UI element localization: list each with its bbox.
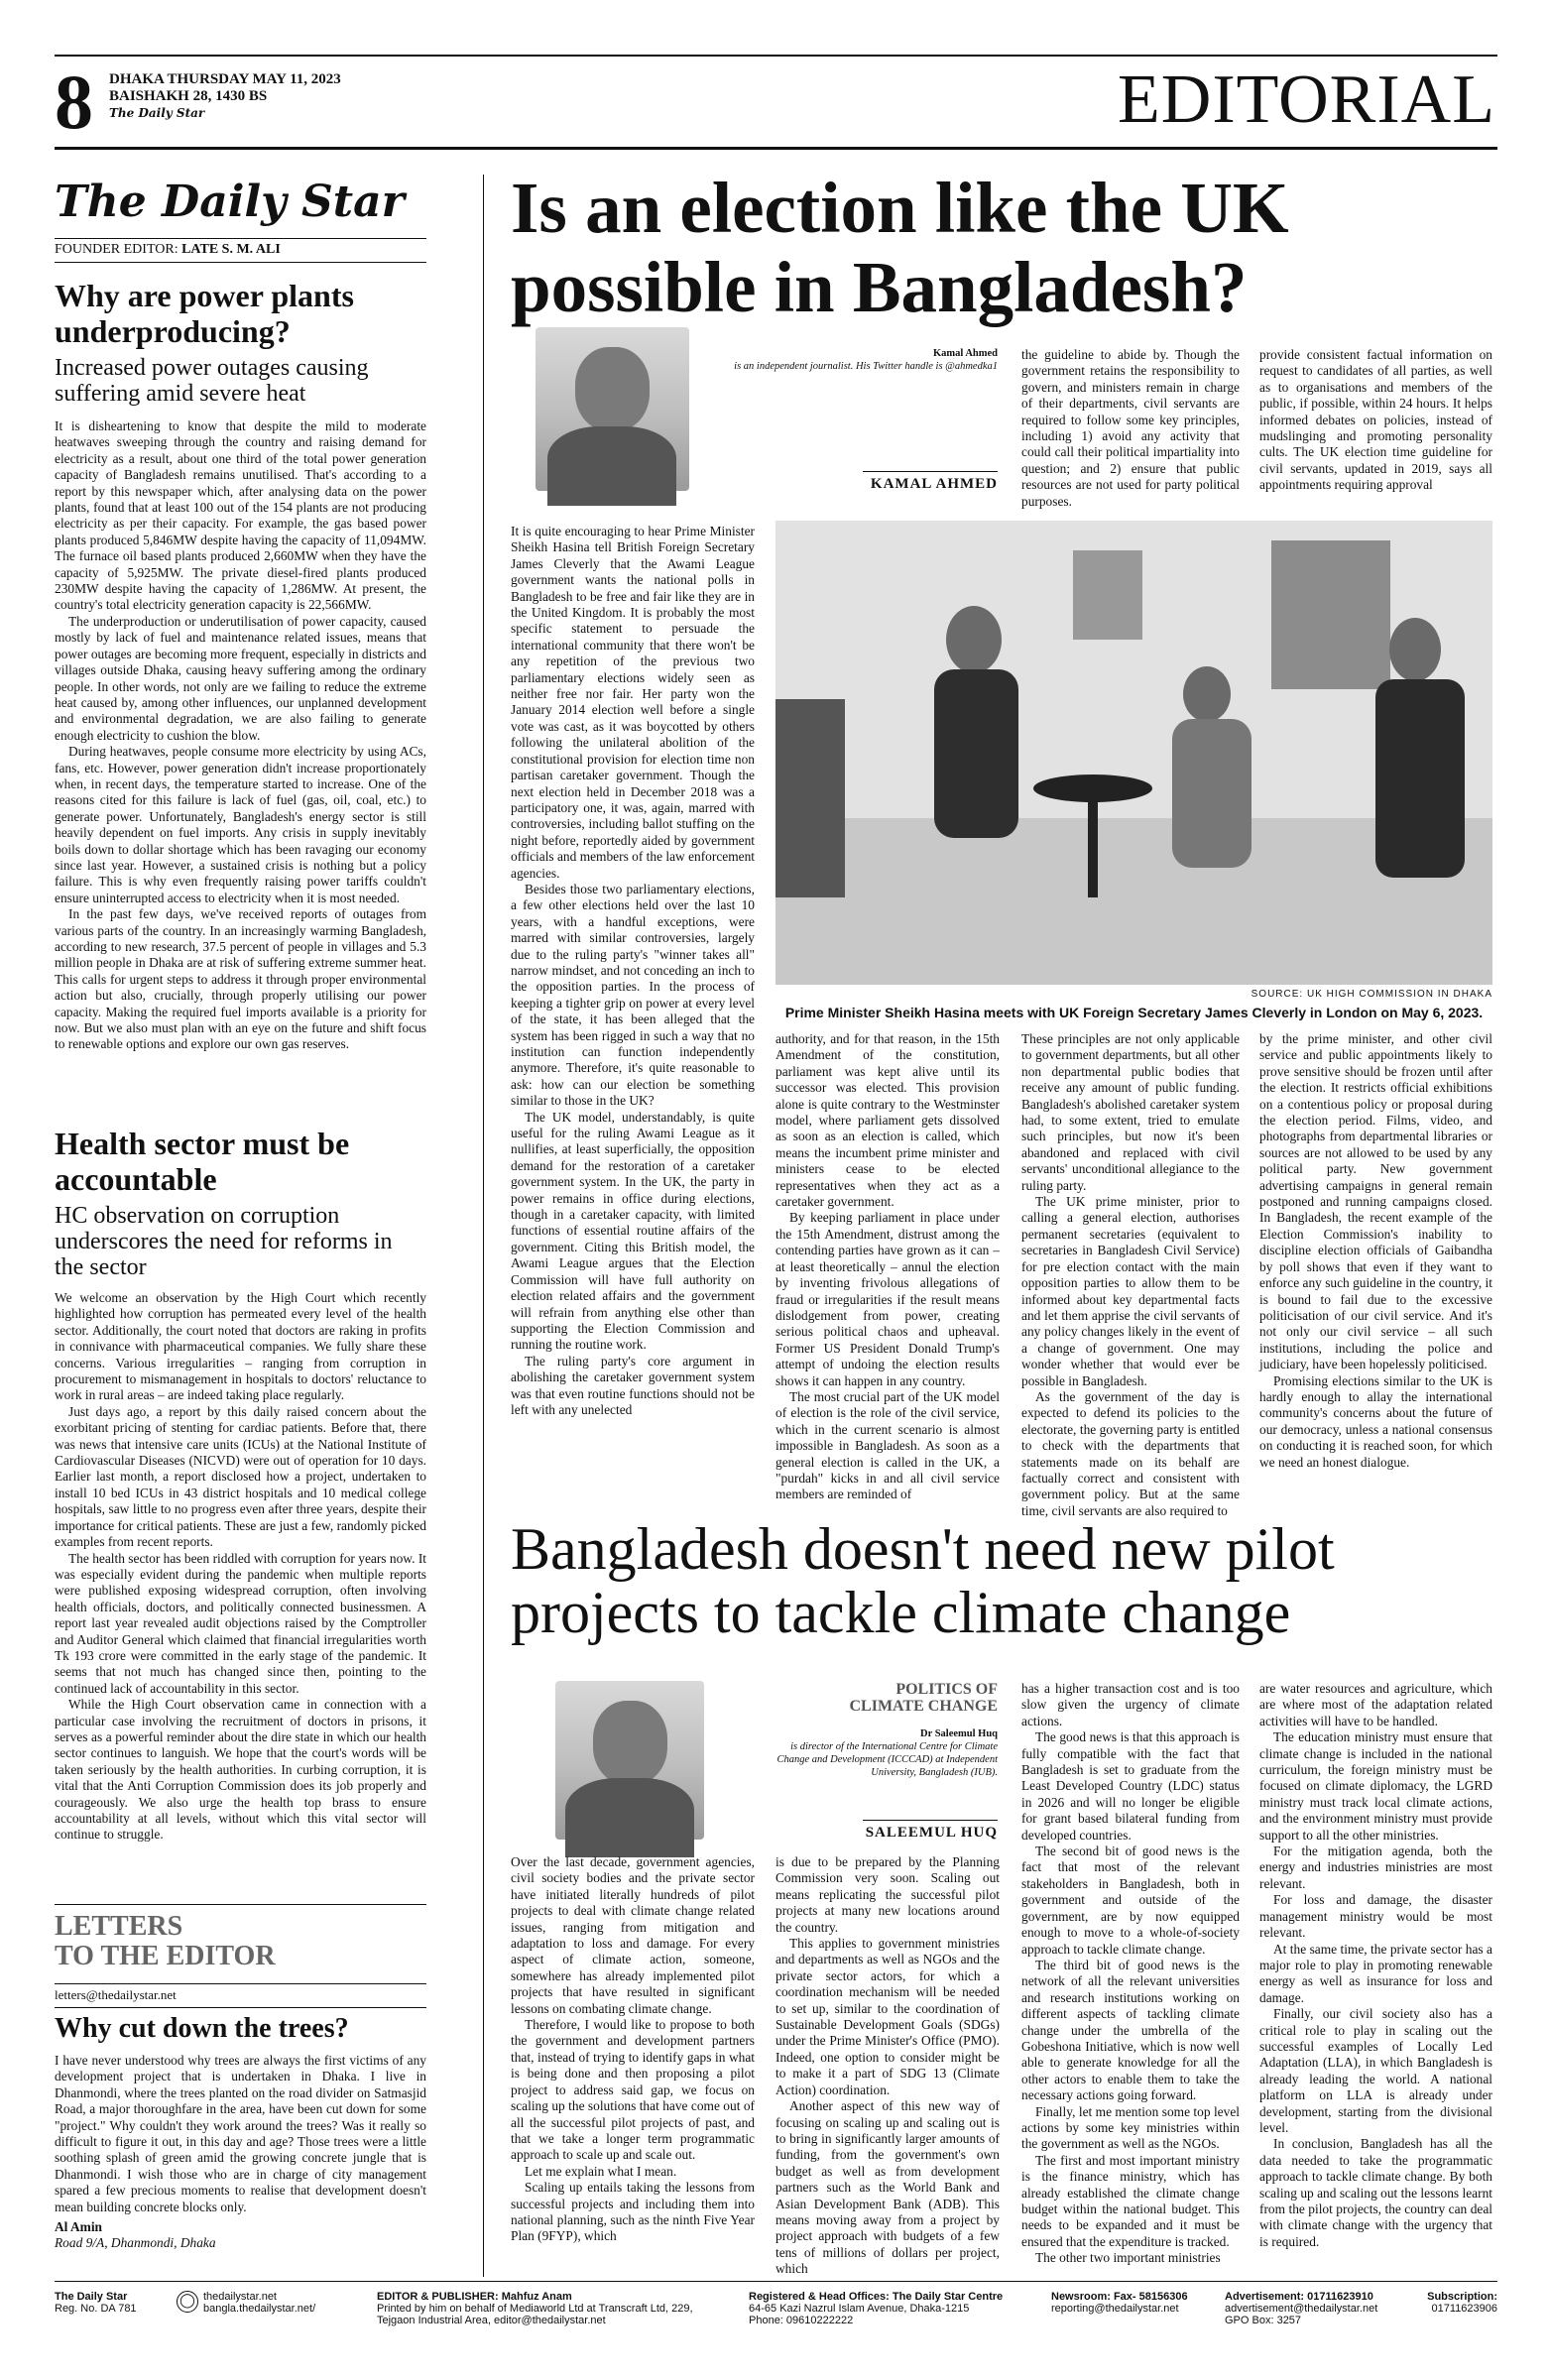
footer-office-title: Registered & Head Offices: The Daily Star Centre [749, 2291, 1004, 2303]
footer-subscription-phone: 01711623906 [1431, 2303, 1497, 2315]
paragraph: is due to be prepared by the Planning Commission very soon. Scaling out means replicating the successful pilot projects at many new locations around the country. [775, 1854, 1000, 1935]
letter-title: Why cut down the trees? [55, 2013, 349, 2044]
climate-column-label-line2: CLIMATE CHANGE [849, 1698, 998, 1715]
bangla-date: BAISHAKH 28, 1430 BS [109, 88, 268, 104]
paragraph: As the government of the day is expected to defend its policies to the electorate, the governing party is entitled to check with the departments that statements made on its behalf are factually correct and consistent with government policy. But at the same time, civil servants are also required to [1021, 1388, 1240, 1518]
editorial-power-subtitle: Increased power outages causing suffering amid severe heat [55, 355, 369, 407]
letters-rule [55, 1904, 426, 1905]
paragraph: It is disheartening to know that despite the mild to moderate heatwaves sweeping through the country and raising demand for electricity as a result, about one third of the total power generation capacity of Bangladesh remains unutilised. That's according to a report by this newspaper which, after analysing data on the power plants, found that at least 100 out of the 154 plants are not producing electricity as per their capacity. For example, the gas based power plants produced 5,846MW despite having the capacity of 11,094MW. The furnace oil based plants produced 2,660MW when they have the capacity of 5,925MW. The private diesel-fired plants produced 230MW despite having the capacity of 1,286MW. At present, the country's total electricity generation capacity is 22,566MW. [55, 418, 426, 613]
letters-heading-line1: LETTERS [55, 1911, 183, 1942]
paragraph: The good news is that this approach is fully compatible with the fact that Bangladesh is set to graduate from the Least Developed Country (LDC) status in 2026 and will no longer be eligible for grant based bilateral funding from developed countries. [1021, 1729, 1240, 1843]
footer-newsroom-email[interactable]: reporting@thedailystar.net [1051, 2303, 1179, 2315]
saleemul-short-name: Dr Saleemul Huq [920, 1728, 998, 1739]
paragraph: The ruling party's core argument in abolishing the caretaker government system was that even routine functions should not be left with any unelected [511, 1353, 755, 1417]
footer-newsroom-fax: Newsroom: Fax- 58156306 [1051, 2291, 1188, 2303]
paragraph: In the past few days, we've received reports of outages from various parts of the country. In an increasingly warming Bangladesh, according to new research, 37.5 percent of people in villages and 5.3 million people in Dhaka are at risk of suffering extreme summer heat. This calls for urgent steps to address it through proper environmental action but also, crucially, through properly utilising our power capacity. Making the required fuel imports available is a priority for now. But we also must plan with an eye on the future and shift focus to renewable options and explore our own gas reserves. [55, 906, 426, 1052]
climate-col3 [1021, 1681, 1240, 2266]
saleemul-byline [774, 1727, 998, 1779]
footer-website[interactable]: thedailystar.net [203, 2291, 277, 2303]
kamal-name-rule [863, 471, 998, 472]
kamal-description: is an independent journalist. His Twitter handle is @ahmedka1 [734, 361, 998, 372]
small-logo: The Daily Star [109, 106, 205, 120]
paragraph: Besides those two parliamentary elections, a few other elections held over the last 10 years, with a handful exceptions, were marred with similar controversies, largely due to the ruling party's "winner takes all" narrow mindset, and not conceding an inch to the opposition parties. In the process of keeping a tighter grip on power at every level of the state, it has been alleged that the system has been rigged in such a way that no institution can function independently anymore. Therefore, it's quite reasonable to ask: how can our election be something similar to those in the UK? [511, 881, 755, 1109]
footer-rule [55, 2281, 1497, 2282]
climate-col2 [775, 1854, 1000, 2277]
footer-advertisement [1225, 2291, 1403, 2326]
kamal-short-name: Kamal Ahmed [932, 348, 998, 359]
saleemul-name-rule [863, 1820, 998, 1821]
footer-editor-name: EDITOR & PUBLISHER: Mahfuz Anam [377, 2291, 572, 2303]
paragraph: has a higher transaction cost and is too slow given the urgency of climate actions. [1021, 1681, 1240, 1728]
footer-paper-name: The Daily Star [55, 2291, 128, 2303]
paragraph: The first and most important ministry is the finance ministry, which has already established the climate change budget within the national budget. This needs to be expanded and it must be ensured that the expenditure is tracked. [1021, 2152, 1240, 2249]
meeting-photo [775, 521, 1492, 985]
founder-label: FOUNDER EDITOR: [55, 242, 179, 257]
photo-source: SOURCE: UK HIGH COMMISSION IN DHAKA [1251, 989, 1492, 1000]
author-shoulders [547, 426, 676, 506]
letter-body: I have never understood why trees are always the first victims of any development project that is undertaken in Dhaka. I live in Dhanmondi, where the trees planted on the road divider on Satmasjid Road, a major thoroughfare in the area, have been cut down for some "project." Why couldn't they work around the trees? Was it really so difficult to figure it out, in this day and age? Those trees were a little soothing splash of green amid the growing concrete jungle that is Dhanmondi. I wish those who are in charge of city management spared a few precious moments to realise that development doesn't mean building concrete blocks only. [55, 2053, 426, 2214]
paragraph: The third bit of good news is the network of all the relevant universities and research institutions working on different aspects of tackling climate change under the umbrella of the Gobeshona Initiative, which is now well able to generate knowledge for all the other actors to enable them to take the necessary actions going forward. [1021, 1957, 1240, 2103]
paragraph: This applies to government ministries and departments as well as NGOs and the private sector actors, for which a coordination mechanism will be needed to set up, similar to the coordination of Sustainable Development Goals (SDGs) under the Prime Minister's Office (PMO). Indeed, one option to consider might be to make it a part of SDG 13 (Climate Action) coordination. [775, 1936, 1000, 2097]
kamal-byline [724, 347, 998, 373]
top-rule [55, 55, 1497, 57]
editorial-health-subtitle: HC observation on corruption underscores the need for reforms in the sector [55, 1203, 393, 1280]
climate-column-label-line1: POLITICS OF [895, 1681, 998, 1698]
footer-editor [377, 2291, 744, 2326]
letter-author: Al Amin [55, 2219, 102, 2235]
letter-item [55, 2013, 426, 2251]
meeting-illustration [775, 521, 1492, 985]
paragraph: We welcome an observation by the High Court which recently highlighted how corruption has permeated every level of the health sector. Additionally, the court noted that doctors are raking in profits in connivance with pharmaceutical companies. We fully share these concerns. Various irregularities – ranging from corruption in procurement to mismanagement in hospitals to doctors' reluctance to work in rural areas – are indeed taking place regularly. [55, 1290, 426, 1403]
paragraph: The UK model, understandably, is quite useful for the ruling Awami League as it nullifies, at least superficially, the opposition demand for the restoration of a caretaker government system. In the UK, the party in power remains in office during elections, though in a caretaker capacity, with limited functions of essential routine affairs of the government. Citing this British model, the Awami League argues that the Election Commission will have full authority on election related affairs and the government will refrain from anything else other than supporting the Election Commission and running the routine work. [511, 1109, 755, 1353]
masthead-logo: The Daily Star [55, 177, 405, 227]
footer-reg [55, 2291, 169, 2315]
footer-subscription-label: Subscription: [1427, 2291, 1497, 2303]
date-block [109, 71, 341, 122]
founder-line [55, 242, 281, 258]
main-article-title: Is an election like the UK possible in Bangladesh? [511, 168, 1289, 327]
author-head [575, 347, 650, 431]
founder-name: LATE S. M. ALI [181, 242, 281, 257]
editorial-health [55, 1126, 426, 1844]
main-top-col2: provide consistent factual information on request to candidates of all parties, as well as to organisations and members of the public, if possible, within 24 hours. It helps informed debates on policies, instead of mudslinging and promoting personality cults. The UK election time guideline for civil servants, updated in 2019, says all appointments requiring approval [1259, 347, 1492, 493]
paragraph: Finally, let me mention some top level actions by some key ministries within the government as well as the NGOs. [1021, 2103, 1240, 2152]
globe-icon: ◯ [177, 2291, 198, 2313]
paragraph: authority, and for that reason, in the 15th Amendment of the constitution, parliament was kept alive until its successor was elected. This provision alone is quite contrary to the Westminster model, where parliament gets dissolved as soon as an election is called, which means the incumbent prime minister and ministers cease to be elected representatives when they act as a caretaker government. [775, 1031, 1000, 1210]
author-head [593, 1701, 667, 1785]
paragraph: Over the last decade, government agencies, civil society bodies and the private sector have initiated literally hundreds of pilot projects to deal with climate change related issues, ranging from mitigation and adaptation to loss and damage. For every aspect of climate action, someone, somewhere has already implemented pilot projects that have resulted in significant lessons on combating climate change. [511, 1854, 755, 2016]
paragraph: The other two important ministries [1035, 2250, 1221, 2266]
column-divider [483, 175, 484, 2277]
paragraph: Scaling up entails taking the lessons from successful projects and including them into national planning, such as the ninth Five Year Plan (9FYP), which [511, 2180, 755, 2244]
footer-editor-address: Tejgaon Industrial Area, editor@thedailystar.net [377, 2315, 606, 2326]
paragraph: The most crucial part of the UK model of election is the role of the civil service, which in the current scenario is almost impossible in Bangladesh. As soon as a general election is called in the UK, a "purdah" kicks in and all civil service members are reminded of [775, 1388, 1000, 1502]
paragraph: During heatwaves, people consume more electricity by using ACs, fans, etc. However, power generation didn't increase proportionately when, in recent days, the temperature started to increase. One of the reasons cited for this failure is lack of fuel (gas, oil, coal, etc.) to generate power. Unfortunately, Bangladesh's energy sector is still heavily dependent on fuel imports. Any crisis in supply inevitably boils down to dollar shortage which has been ravaging our economy since last year. However, a sustained crisis is nothing but a policy failure. This is why even frequently raising power tariffs couldn't ensure uninterrupted access to electricity when it is most needed. [55, 744, 426, 905]
paragraph: Therefore, I would like to propose to both the government and development partners that, instead of trying to identify gaps in what is being done and then proposing a pilot project to address said gap, we focus on scaling up the solutions that have come out of all the successful pilot projects of past, and that we take a longer term programmatic approach to scale up and scale out. [511, 2017, 755, 2163]
paragraph: By keeping parliament in place under the 15th Amendment, distrust among the contending parties have grown as it can – at least theoretically – annul the election by inventing frivolous allegations of fraud or irregularities if the result means dislodgement from power, creating serious political chaos and upheaval. Former US President Donald Trump's attempt of undoing the election results shows it can happen in any country. [775, 1210, 1000, 1388]
paragraph: are water resources and agriculture, which are where most of the adaptation related activities will have to be handled. [1259, 1681, 1492, 1728]
date-line: DHAKA THURSDAY MAY 11, 2023 [109, 71, 341, 87]
paragraph: The UK prime minister, prior to calling a general election, authorises permanent secretaries (equivalent to secretaries in Bangladesh Civil Service) for pre election contact with the main opposition parties to allow them to be informed about key departmental facts and let them apprise the civil servants of any policy changes likely in the event of a change of government. One may wonder whether that would ever be possible in Bangladesh. [1021, 1194, 1240, 1388]
saleemul-author-name: SALEEMUL HUQ [865, 1825, 998, 1841]
letters-email-rule [55, 1983, 426, 1984]
founder-rule [55, 238, 426, 239]
footer-newsroom [1051, 2291, 1220, 2315]
editorial-health-title: Health sector must be accountable [55, 1126, 350, 1197]
paragraph: Another aspect of this new way of focusing on scaling up and scaling out is to bring in significantly larger amounts of funding, from the government's own budget as well as from development partners such as the World Bank and Asian Development Bank (ADB). This means moving away from a project by project approach with budgets of a few tens of millions of dollars per project, which [775, 2098, 1000, 2277]
letters-heading-line2: TO THE EDITOR [55, 1941, 276, 1971]
climate-column-label [774, 1681, 998, 1715]
footer-ad-phone: Advertisement: 01711623910 [1225, 2291, 1373, 2303]
editorial-power [55, 278, 426, 1053]
letters-heading [55, 1912, 276, 1971]
page-number: 8 [55, 59, 93, 145]
paragraph: The education ministry must ensure that climate change is included in the national curriculum, the foreign ministry must be focused on climate diplomacy, the LGRD ministry must track local climate actions, and the environment ministry must provide support to all the other ministries. [1259, 1729, 1492, 1843]
author-shoulders [565, 1778, 694, 1857]
paragraph: Just days ago, a report by this daily raised concern about the exorbitant pricing of stenting for cardiac patients. Before that, there was news that intensive care units (ICUs) at the National Institute of Cardiovascular Diseases (NICVD) were out of operation for 10 days. Earlier last month, a report disclosed how a project, undertaken to install 10 bed ICUs in 43 district hospitals and 10 medical college hospitals, saw little to no progress even after three years, despite their importance for critical patients. These are just a few, randomly picked examples from recent reports. [55, 1403, 426, 1550]
climate-article-title: Bangladesh doesn't need new pilot projects to tackle climate change [511, 1516, 1335, 1645]
kamal-author-name: KAMAL AHMED [870, 476, 998, 492]
paragraph: At the same time, the private sector has a major role to play in promoting renewable energy as well as insurance for loss and damage. [1259, 1941, 1492, 2005]
paragraph: The second bit of good news is the fact that most of the relevant stakeholders in Bangladesh, both in government and outside of the government, are by now equipped enough to move to a whole-of-society approach to tackle climate change. [1021, 1844, 1240, 1957]
photo-caption: Prime Minister Sheikh Hasina meets with UK Foreign Secretary James Cleverly in London on May 6, 2023. [784, 1005, 1484, 1020]
footer-offices [749, 2291, 1046, 2326]
paragraph: These principles are not only applicable to government departments, but all other non departmental public bodies that receive any amount of public funding. Bangladesh's abolished caretaker system had, to some extent, tried to emulate such principles, but now it's been abandoned and replaced with civil servants' unconditional allegiance to the ruling party. [1021, 1031, 1240, 1193]
footer-printed-by: Printed by him on behalf of Mediaworld Ltd at Transcraft Ltd, 229, [377, 2303, 693, 2315]
author-photo-saleemul [555, 1681, 704, 1840]
footer-office-phone: Phone: 09610222222 [749, 2315, 854, 2326]
footer-web [203, 2291, 362, 2315]
letters-email[interactable]: letters@thedailystar.net [55, 1987, 177, 2002]
paragraph: Promising elections similar to the UK is hardly enough to allay the international community's concerns about the future of our democracy, unless a national consensus on conducting it is reached soon, for which we need an honest dialogue. [1259, 1372, 1492, 1470]
footer-gpo: GPO Box: 3257 [1225, 2315, 1302, 2326]
letters-email-rule-bottom [55, 2007, 426, 2008]
paragraph: by the prime minister, and other civil service and public appointments likely to prove sensitive should be frozen until after the election. It restricts official exhibitions on a contentious policy or proposal during the election period. Films, video, and photographs from departmental libraries or sources are not allowed to be used by any political party. New government advertising campaigns in general remain postponed and running campaigns closed. In Bangladesh, the recent example of the Election Commission's inability to discipline election officials of Gaibandha by poll shows that even if they want to enforce any such guideline in the country, it is bound to fail due to the excessive politicisation of our civil service. And it's not only our civil service – all such institutions, including the police and judiciary, have been hopelessly politicised. [1259, 1031, 1492, 1372]
footer-reg-no: Reg. No. DA 781 [55, 2303, 137, 2315]
section-title: EDITORIAL [1118, 61, 1495, 138]
header-rule [55, 147, 1497, 150]
footer-subscription [1408, 2291, 1497, 2315]
paragraph: For the mitigation agenda, both the energy and industries ministries are most relevant. [1259, 1844, 1492, 1891]
footer-ad-email[interactable]: advertisement@thedailystar.net [1225, 2303, 1378, 2315]
letter-address: Road 9/A, Dhanmondi, Dhaka [55, 2235, 216, 2251]
paragraph: It is quite encouraging to hear Prime Minister Sheikh Hasina tell British Foreign Secretary James Cleverly that the Awami League government wants the national polls in Bangladesh to be free and fair like they are in the United Kingdom. It is probably the most specific statement to persuade the international community that there won't be any repetition of the previous two parliamentary elections widely seen as neither free nor fair. Her party won the January 2014 election well before a single vote was cast, as it was boycotted by others following the unilateral abolition of the constitutional provision for election time non partisan caretaker government. Though the next election held in December 2018 was a participatory one, it was, again, marred with controversies, including ballot stuffing on the night before, reportedly aided by government officials and members of the law enforcement agencies. [511, 524, 755, 881]
paragraph: Let me explain what I mean. [525, 2163, 677, 2179]
footer-office-address: 64-65 Kazi Nazrul Islam Avenue, Dhaka-1215 [749, 2303, 970, 2315]
founder-rule-bottom [55, 262, 426, 263]
main-top-col1: the guideline to abide by. Though the government retains the responsibility to govern, and ministers remain in charge of their departments, civil servants are required to follow some key principles, including 1) avoid any activity that could call their political impartiality into question; and 2) ensure that public resources are not used for party political purposes. [1021, 347, 1240, 509]
author-photo-kamal [536, 327, 689, 491]
climate-col4 [1259, 1681, 1492, 2256]
editorial-power-body [55, 418, 426, 1053]
paragraph: For loss and damage, the disaster management ministry would be most relevant. [1259, 1892, 1492, 1941]
editorial-health-body [55, 1290, 426, 1844]
paragraph: The health sector has been riddled with corruption for years now. It was especially evident during the pandemic when multiple reports were published exposing widespread corruption, often involving health officials, doctors, and politically connected businessmen. A report last year revealed audit objections raised by the Comptroller and Auditor General which claimed that financial irregularities worth Tk 193 crore were committed in the early stage of the pandemic. It seems that not much has changed since then, pointing to the continued lack of accountability in this sector. [55, 1550, 426, 1696]
climate-col1 [511, 1854, 755, 2256]
paragraph: While the High Court observation came in connection with a particular case involving the recruitment of doctors in prisons, it serves as a powerful reminder about the dire state in which our health sector continues to languish. We hope that the court's words will be taken seriously by the health authorities. In curbing corruption, it is vital that the Anti Corruption Commission does its job properly and courageously. We also urge the health top brass to ensure accountability at all levels, without which this vital sector will continue to struggle. [55, 1697, 426, 1843]
paragraph: Finally, our civil society also has a critical role to play in scaling out the successful examples of Locally Led Adaptation (LLA), in which Bangladesh is already leading the world. A national platform on LLA is already under development, starting from the divisional level. [1259, 2006, 1492, 2135]
paragraph: The underproduction or underutilisation of power capacity, caused mostly by lack of fuel and maintenance related issues, means that power outages are becoming more frequent, especially in districts and villages outside Dhaka, causing heavy suffering among the ordinary people. In other words, not only are we failing to reduce the extreme heat caused by, among other influences, our unplanned development and environmental degradation, we are also failing to generate enough electricity to cushion the blow. [55, 613, 426, 743]
saleemul-description: is director of the International Centre for Climate Change and Development (ICCCAD) at Independent University, Bangladesh (IUB). [776, 1741, 998, 1778]
editorial-power-title: Why are power plants underproducing? [55, 278, 354, 349]
paragraph: In conclusion, Bangladesh has all the data needed to take the programmatic approach to tackle climate change. By both scaling up and scaling out the lessons learnt from the pilot projects, the country can deal with climate change with the urgency that is required. [1259, 2136, 1492, 2249]
footer-bangla-website[interactable]: bangla.thedailystar.net/ [203, 2303, 316, 2315]
